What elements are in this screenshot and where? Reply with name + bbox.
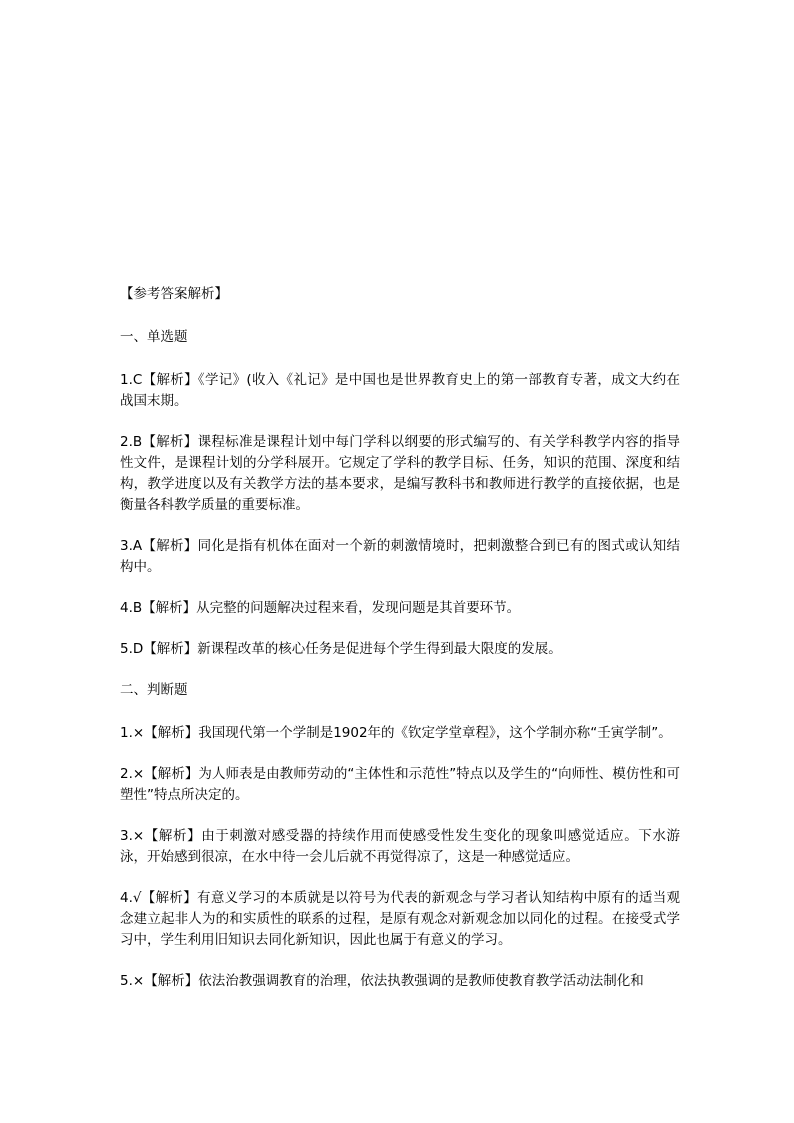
answer-item: 4.B【解析】从完整的问题解决过程来看，发现问题是其首要环节。 — [120, 600, 521, 616]
answer-item: 2.×【解析】为人师表是由教师劳动的“主体性和示范性”特点以及学生的“向师性、模仿性和可塑性”特点所决定的。 — [120, 766, 680, 803]
answer-item: 2.B【解析】课程标准是课程计划中每门学科以纲要的形式编写的、有关学科教学内容的指导性文件，是课程计划的分学科展开。它规定了学科的教学目标、任务，知识的范围、深度和结构，教学进度以及有关教学方法的基本要求，是编写教科书和教师进行教学的直接依据，也是衡量各科教学质量的重要标准。 — [120, 434, 680, 513]
answer-document — [120, 284, 680, 1012]
document-title: 【参考答案解析】 — [120, 286, 228, 302]
answer-item: 4.√【解析】有意义学习的本质就是以符号为代表的新观念与学习者认知结构中原有的适当观念建立起非人为的和实质性的联系的过程，是原有观念对新观念加以同化的过程。在接受式学习中，学生利用旧知识去同化新知识，因此也属于有意义的学习。 — [120, 890, 680, 948]
answer-item: 1.C【解析】《学记》(收入《礼记》是中国也是世界教育史上的第一部教育专著，成文大约在战国末期。 — [120, 372, 680, 409]
section-heading-single-choice: 一、单选题 — [120, 329, 188, 345]
answer-item: 1.×【解析】我国现代第一个学制是1902年的《钦定学堂章程》，这个学制亦称“壬寅学制”。 — [120, 725, 672, 741]
answer-item: 3.×【解析】由于刺激对感受器的持续作用而使感受性发生变化的现象叫感觉适应。下水游泳，开始感到很凉，在水中待一会儿后就不再觉得凉了，这是一种感觉适应。 — [120, 828, 680, 865]
answer-item: 5.×【解析】依法治教强调教育的治理，依法执教强调的是教师使教育教学活动法制化和 — [120, 973, 644, 989]
answer-item: 5.D【解析】新课程改革的核心任务是促进每个学生得到最大限度的发展。 — [120, 641, 562, 657]
section-heading-true-false: 二、判断题 — [120, 682, 188, 698]
answer-item: 3.A【解析】同化是指有机体在面对一个新的刺激情境时，把刺激整合到已有的图式或认知结构中。 — [120, 538, 680, 575]
